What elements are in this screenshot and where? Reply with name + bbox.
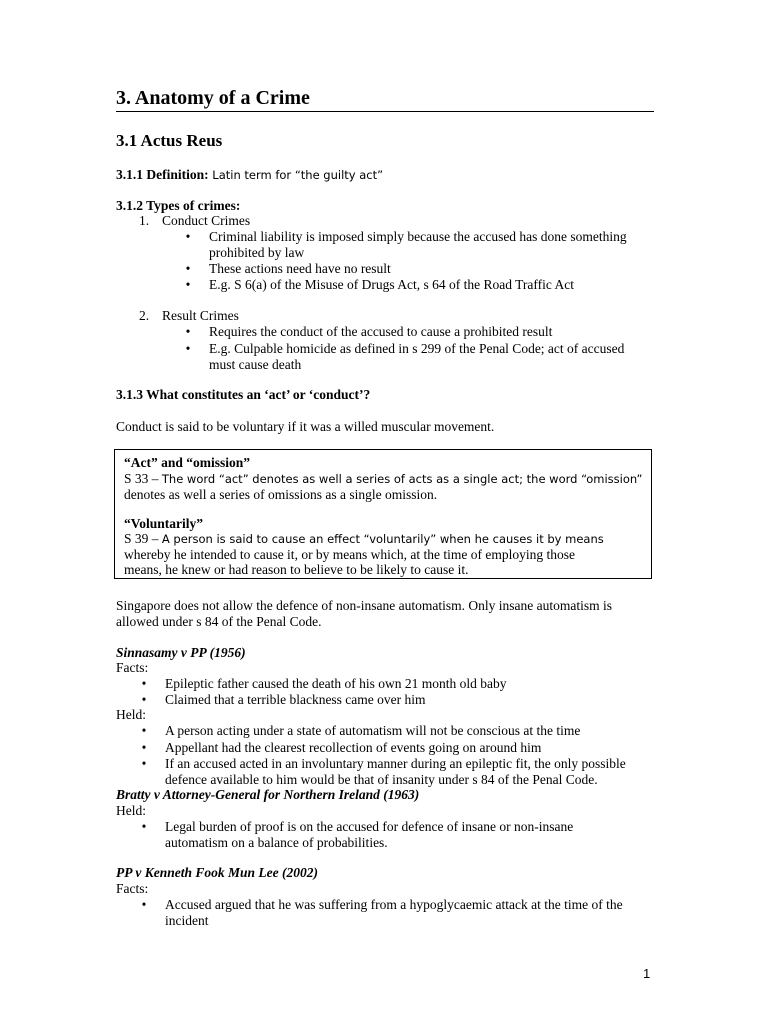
list-item-title: Result Crimes (162, 308, 239, 323)
list-item (183, 341, 663, 373)
list-item (139, 692, 659, 708)
list-item (139, 819, 659, 851)
bullet-icon: • (185, 324, 191, 339)
bullet-text: Appellant had the clearest recollection of events going on around him (165, 740, 542, 755)
list-item (183, 229, 663, 261)
list-item (183, 261, 663, 277)
act-omission-text-line: S 33 – The word “act” denotes as well a series of acts as a single act; the word “omission” (124, 471, 643, 486)
bullet-text: Claimed that a terrible blackness came over him (165, 692, 426, 707)
bullet-icon: • (141, 740, 147, 755)
definition-text: Latin term for “the guilty act” (208, 168, 384, 182)
held-label: Held: (116, 707, 146, 722)
facts-label: Facts: (116, 660, 149, 675)
bullet-text: A person acting under a state of automatism will not be conscious at the time (165, 723, 581, 738)
section-heading-act-conduct: 3.1.3 What constitutes an ‘act’ or ‘conduct’? (116, 387, 371, 402)
bullet-icon: • (141, 676, 147, 691)
automatism-paragraph-line: allowed under s 84 of the Penal Code. (116, 614, 322, 629)
types-of-crimes-label: 3.1.2 Types of crimes: (116, 198, 241, 213)
conduct-paragraph: Conduct is said to be voluntary if it was a willed muscular movement. (116, 419, 495, 434)
bullet-icon: • (185, 277, 191, 292)
bullet-text: E.g. Culpable homicide as defined in s 299 of the Penal Code; act of accused must cause death (209, 341, 625, 372)
bullet-icon: • (141, 897, 147, 912)
bullet-icon: • (185, 261, 191, 276)
list-number: 2. (139, 308, 150, 323)
bullet-icon: • (141, 819, 147, 834)
bullet-text: If an accused acted in an involuntary manner during an epileptic fit, the only possible defence available to him would be that of insanity under s 84 of the Penal Code. (165, 756, 626, 787)
list-number: 1. (139, 213, 150, 228)
chapter-heading: 3. Anatomy of a Crime (116, 86, 654, 112)
bullet-text: These actions need have no result (209, 261, 391, 276)
bullet-icon: • (185, 229, 191, 244)
bullet-text: Criminal liability is imposed simply because the accused has done something prohibited by law (209, 229, 627, 260)
bullet-text: Accused argued that he was suffering from a hypoglycaemic attack at the time of the incident (165, 897, 623, 928)
list-item (139, 756, 659, 788)
automatism-paragraph-line: Singapore does not allow the defence of non-insane automatism. Only insane automatism is (116, 598, 613, 613)
list-item (139, 740, 659, 756)
voluntarily-title: “Voluntarily” (124, 516, 204, 531)
case-name: Bratty v Attorney-General for Northern Ireland (1963) (116, 787, 420, 802)
bullet-icon: • (141, 756, 147, 771)
case-name: PP v Kenneth Fook Mun Lee (2002) (116, 865, 318, 880)
bullet-text: Requires the conduct of the accused to cause a prohibited result (209, 324, 553, 339)
act-omission-title: “Act” and “omission” (124, 455, 251, 470)
page-number: 1 (643, 966, 651, 981)
statute-definitions-box (114, 449, 652, 579)
bullet-icon: • (141, 723, 147, 738)
case-name: Sinnasamy v PP (1956) (116, 645, 246, 660)
bullet-text: Epileptic father caused the death of his own 21 month old baby (165, 676, 507, 691)
definition-label: 3.1.1 Definition: (116, 167, 209, 182)
voluntarily-text-line: whereby he intended to cause it, or by means which, at the time of employing those (124, 547, 576, 562)
section-heading-actus-reus: 3.1 Actus Reus (116, 131, 223, 150)
bullet-text: E.g. S 6(a) of the Misuse of Drugs Act, s 64 of the Road Traffic Act (209, 277, 574, 292)
held-label: Held: (116, 803, 146, 818)
definition-paragraph (116, 167, 383, 183)
list-item-title: Conduct Crimes (162, 213, 251, 228)
bullet-text: Legal burden of proof is on the accused for defence of insane or non-insane automatism on a balance of probabilities. (165, 819, 574, 850)
list-item (139, 723, 659, 739)
list-item (183, 324, 663, 340)
list-item (139, 676, 659, 692)
voluntarily-text-line: means, he knew or had reason to believe to be likely to cause it. (124, 562, 469, 577)
voluntarily-text-line: S 39 – A person is said to cause an effect “voluntarily” when he causes it by means (124, 531, 604, 546)
bullet-icon: • (141, 692, 147, 707)
list-item (183, 277, 663, 293)
bullet-icon: • (185, 341, 191, 356)
facts-label: Facts: (116, 881, 149, 896)
list-item (139, 897, 659, 929)
act-omission-text-line: denotes as well a series of omissions as a single omission. (124, 487, 438, 502)
